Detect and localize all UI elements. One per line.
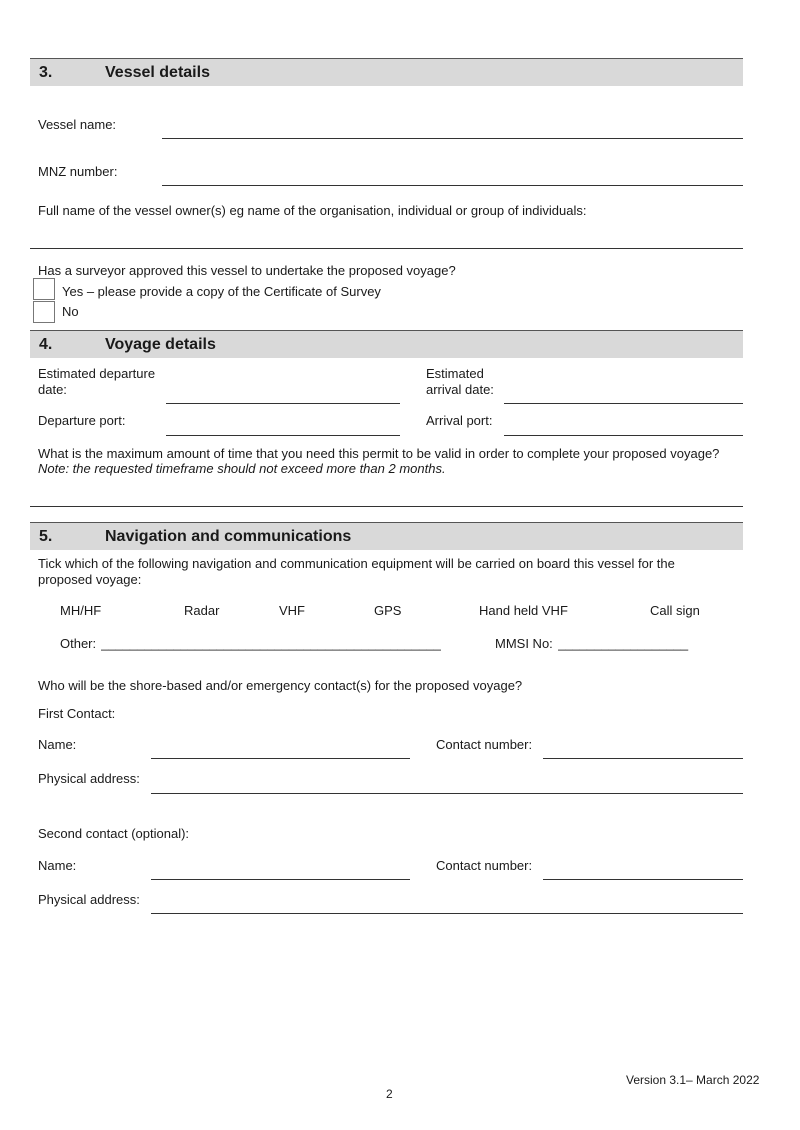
mmsi-field[interactable]: __________________ (558, 636, 689, 651)
equipment-option[interactable]: GPS (374, 603, 402, 618)
vessel-name-field[interactable] (162, 138, 743, 139)
other-equipment-field[interactable]: _______________________________________________ (101, 636, 441, 651)
max-time-question: What is the maximum amount of time that you need this permit to be valid in order to complete your proposed voyage? (38, 446, 720, 461)
second-contact-address-label: Physical address: (38, 892, 140, 907)
surveyor-yes-checkbox[interactable] (33, 278, 55, 300)
other-equipment-label: Other: (60, 636, 97, 651)
second-contact-name-field[interactable] (151, 879, 410, 880)
arrival-port-field[interactable] (504, 435, 743, 436)
first-contact-number-field[interactable] (543, 758, 743, 759)
second-contact-heading: Second contact (optional): (38, 826, 190, 841)
surveyor-no-checkbox[interactable] (33, 301, 55, 323)
section-title: Navigation and communications (105, 528, 352, 545)
mnz-number-label: MNZ number: (38, 164, 118, 179)
section-number: 4. (39, 336, 53, 353)
first-contact-name-field[interactable] (151, 758, 410, 759)
second-contact-name-label: Name: (38, 858, 77, 873)
owner-name-field[interactable] (30, 248, 743, 249)
equipment-option[interactable]: MH/HF (60, 603, 102, 618)
equipment-option[interactable]: VHF (279, 603, 305, 618)
second-contact-number-field[interactable] (543, 879, 743, 880)
equipment-option[interactable]: Call sign (650, 603, 700, 618)
vessel-name-label: Vessel name: (38, 117, 117, 132)
arrival-date-label: Estimated arrival date: (426, 366, 494, 397)
departure-port-field[interactable] (166, 435, 400, 436)
page-number: 2 (386, 1087, 393, 1101)
equipment-option[interactable]: Radar (184, 603, 220, 618)
section-title: Voyage details (105, 336, 216, 353)
second-contact-address-field[interactable] (151, 913, 743, 914)
section-number: 3. (39, 64, 53, 81)
section-3-header (30, 58, 743, 86)
version-label: Version 3.1– March 2022 (626, 1073, 760, 1087)
contacts-question: Who will be the shore-based and/or emergency contact(s) for the proposed voyage? (38, 678, 523, 693)
timeframe-note: Note: the requested timeframe should not exceed more than 2 months. (38, 461, 446, 476)
first-contact-name-label: Name: (38, 737, 77, 752)
equipment-option[interactable]: Hand held VHF (479, 603, 568, 618)
second-contact-number-label: Contact number: (436, 858, 533, 873)
mnz-number-field[interactable] (162, 185, 743, 186)
arrival-port-label: Arrival port: (426, 413, 493, 428)
section-number: 5. (39, 528, 53, 545)
surveyor-no-label: No (62, 304, 79, 319)
mmsi-label: MMSI No: (495, 636, 553, 651)
first-contact-heading: First Contact: (38, 706, 116, 721)
max-time-field[interactable] (30, 506, 743, 507)
first-contact-address-label: Physical address: (38, 771, 140, 786)
surveyor-question: Has a surveyor approved this vessel to undertake the proposed voyage? (38, 263, 456, 278)
owner-name-label: Full name of the vessel owner(s) eg name of the organisation, individual or group of individuals: (38, 203, 587, 218)
section-4-header (30, 330, 743, 358)
equipment-instruction: Tick which of the following navigation and communication equipment will be carried on board this vessel for the proposed voyage: (38, 556, 675, 587)
section-title: Vessel details (105, 64, 210, 81)
first-contact-number-label: Contact number: (436, 737, 533, 752)
departure-port-label: Departure port: (38, 413, 126, 428)
departure-date-field[interactable] (166, 403, 400, 404)
first-contact-address-field[interactable] (151, 793, 743, 794)
section-5-header (30, 522, 743, 550)
arrival-date-field[interactable] (504, 403, 743, 404)
departure-date-label: Estimated departure date: (38, 366, 156, 397)
surveyor-yes-label: Yes – please provide a copy of the Certificate of Survey (62, 284, 381, 299)
